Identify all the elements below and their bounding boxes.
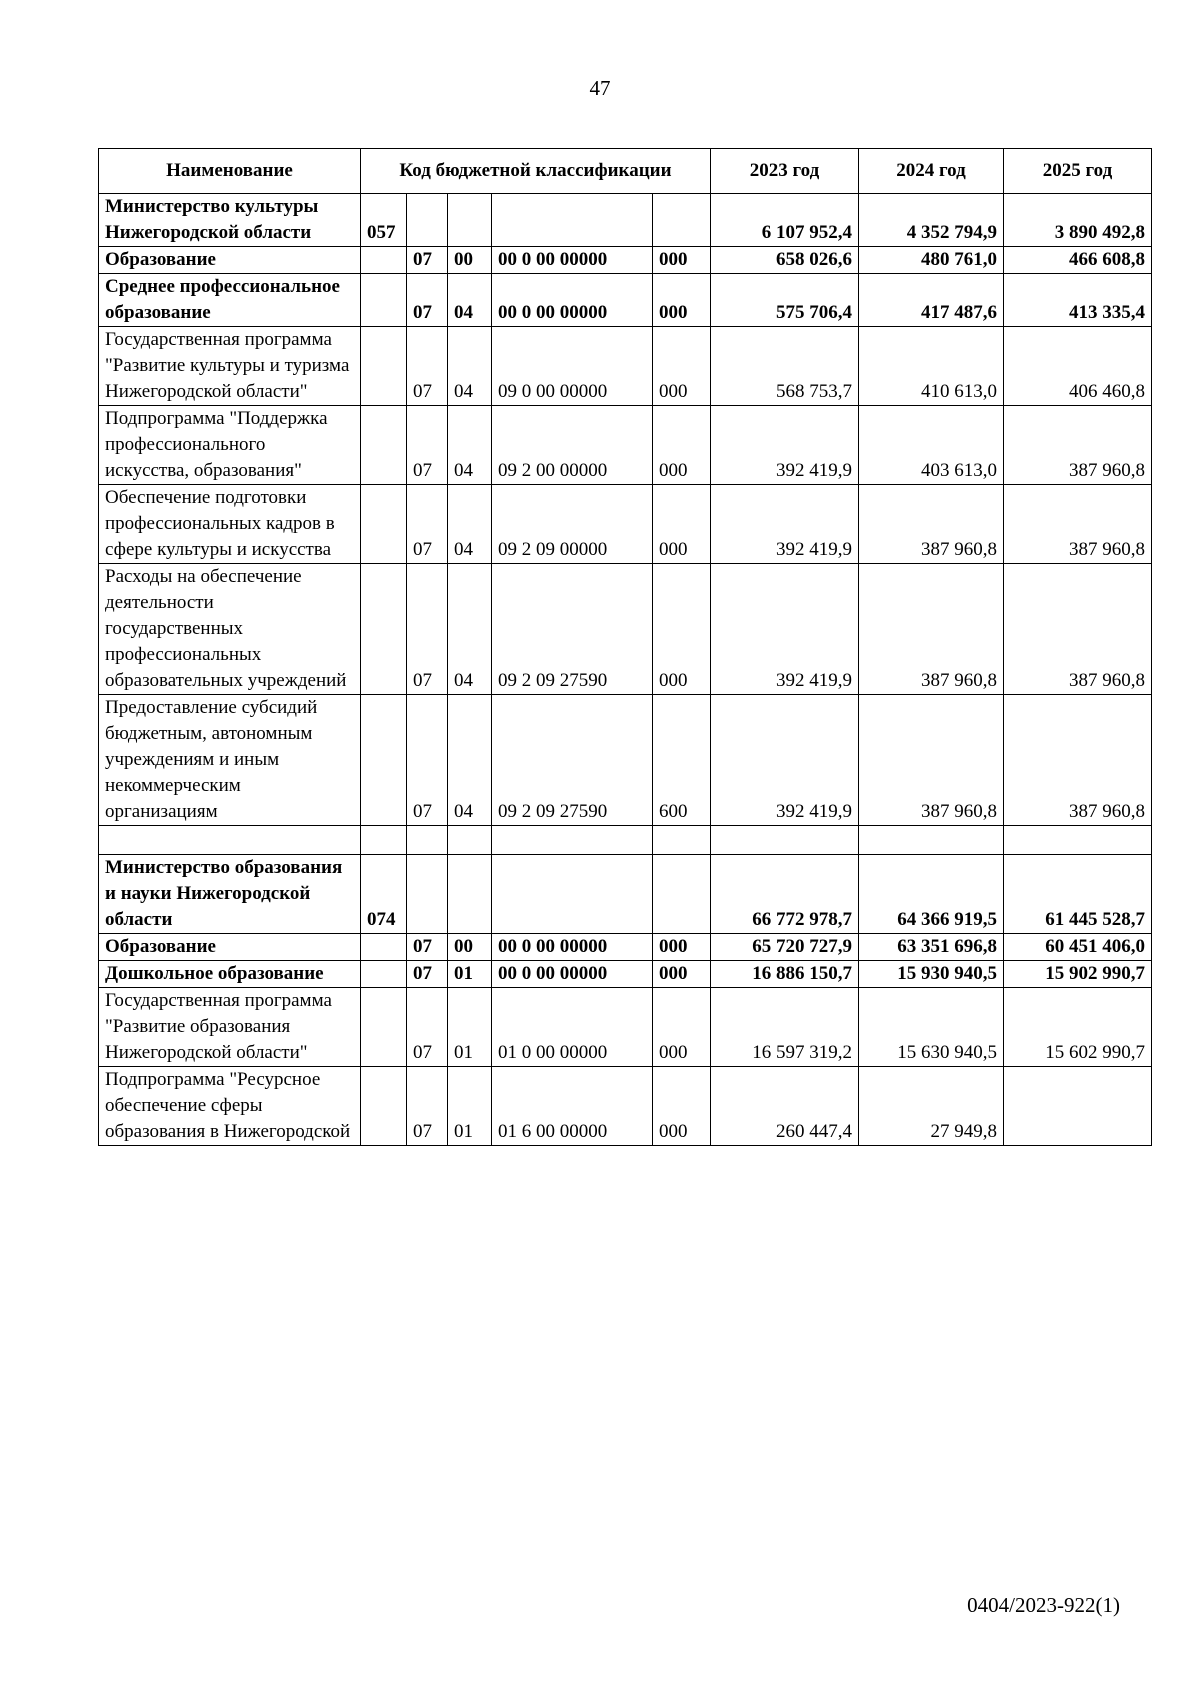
row-expense-type-code	[653, 194, 711, 247]
row-ministry-code	[361, 485, 407, 564]
row-section-code: 07	[407, 327, 448, 406]
row-name: Государственная программа "Развитие культуры и туризма Нижегородской области"	[99, 327, 361, 406]
row-name: Подпрограмма "Поддержка профессионального искусства, образования"	[99, 406, 361, 485]
table-row	[99, 564, 1152, 695]
row-value-2025: 387 960,8	[1004, 695, 1152, 826]
table-row	[99, 934, 1152, 961]
row-value-2024: 387 960,8	[859, 695, 1004, 826]
row-name: Образование	[99, 247, 361, 274]
row-target-code: 09 0 00 00000	[492, 327, 653, 406]
row-value-2023: 16 597 319,2	[711, 988, 859, 1067]
row-section-code: 07	[407, 961, 448, 988]
row-ministry-code	[361, 1067, 407, 1146]
row-target-code: 01 0 00 00000	[492, 988, 653, 1067]
row-expense-type-code: 000	[653, 327, 711, 406]
row-value-2023: 392 419,9	[711, 406, 859, 485]
row-name: Дошкольное образование	[99, 961, 361, 988]
row-value-2023: 568 753,7	[711, 327, 859, 406]
row-ministry-code	[361, 564, 407, 695]
header-name: Наименование	[99, 149, 361, 194]
header-2024: 2024 год	[859, 149, 1004, 194]
row-value-2025: 406 460,8	[1004, 327, 1152, 406]
row-target-code: 09 2 09 27590	[492, 564, 653, 695]
row-value-2023: 658 026,6	[711, 247, 859, 274]
row-value-2024: 403 613,0	[859, 406, 1004, 485]
row-name: Министерство образования и науки Нижегородской области	[99, 855, 361, 934]
spacer-row	[99, 826, 1152, 855]
table-row	[99, 327, 1152, 406]
budget-table	[98, 148, 1152, 1146]
table-row	[99, 485, 1152, 564]
row-subsection-code	[448, 855, 492, 934]
row-value-2024: 15 630 940,5	[859, 988, 1004, 1067]
row-value-2025: 387 960,8	[1004, 406, 1152, 485]
empty-cell	[99, 826, 361, 855]
row-name: Подпрограмма "Ресурсное обеспечение сферы образования в Нижегородской	[99, 1067, 361, 1146]
row-target-code: 00 0 00 00000	[492, 274, 653, 327]
row-value-2024: 387 960,8	[859, 485, 1004, 564]
row-target-code: 01 6 00 00000	[492, 1067, 653, 1146]
row-ministry-code	[361, 934, 407, 961]
row-name: Министерство культуры Нижегородской области	[99, 194, 361, 247]
empty-cell	[361, 826, 407, 855]
row-value-2025: 387 960,8	[1004, 564, 1152, 695]
row-value-2024: 15 930 940,5	[859, 961, 1004, 988]
row-ministry-code	[361, 406, 407, 485]
row-ministry-code	[361, 695, 407, 826]
row-subsection-code: 00	[448, 934, 492, 961]
row-expense-type-code: 000	[653, 406, 711, 485]
row-value-2024: 27 949,8	[859, 1067, 1004, 1146]
row-ministry-code	[361, 961, 407, 988]
table-row	[99, 406, 1152, 485]
row-subsection-code	[448, 194, 492, 247]
row-name: Государственная программа "Развитие образования Нижегородской области"	[99, 988, 361, 1067]
row-subsection-code: 00	[448, 247, 492, 274]
row-target-code: 00 0 00 00000	[492, 934, 653, 961]
row-expense-type-code: 600	[653, 695, 711, 826]
row-value-2023: 575 706,4	[711, 274, 859, 327]
row-value-2023: 65 720 727,9	[711, 934, 859, 961]
row-name: Расходы на обеспечение деятельности государственных профессиональных образовательных учреждений	[99, 564, 361, 695]
row-expense-type-code	[653, 855, 711, 934]
row-name: Образование	[99, 934, 361, 961]
row-subsection-code: 04	[448, 406, 492, 485]
row-value-2023: 260 447,4	[711, 1067, 859, 1146]
row-ministry-code	[361, 247, 407, 274]
row-name: Обеспечение подготовки профессиональных кадров в сфере культуры и искусства	[99, 485, 361, 564]
row-value-2023: 66 772 978,7	[711, 855, 859, 934]
row-value-2023: 392 419,9	[711, 485, 859, 564]
row-section-code: 07	[407, 406, 448, 485]
row-value-2024: 480 761,0	[859, 247, 1004, 274]
row-section-code: 07	[407, 988, 448, 1067]
row-ministry-code: 074	[361, 855, 407, 934]
row-value-2023: 392 419,9	[711, 564, 859, 695]
row-target-code: 09 2 00 00000	[492, 406, 653, 485]
header-2025: 2025 год	[1004, 149, 1152, 194]
row-subsection-code: 04	[448, 327, 492, 406]
row-value-2024: 64 366 919,5	[859, 855, 1004, 934]
header-2023: 2023 год	[711, 149, 859, 194]
row-section-code: 07	[407, 485, 448, 564]
row-expense-type-code: 000	[653, 934, 711, 961]
row-section-code	[407, 855, 448, 934]
row-value-2025: 387 960,8	[1004, 485, 1152, 564]
row-section-code	[407, 194, 448, 247]
empty-cell	[653, 826, 711, 855]
table-row	[99, 194, 1152, 247]
row-value-2024: 387 960,8	[859, 564, 1004, 695]
row-value-2024: 417 487,6	[859, 274, 1004, 327]
table-row	[99, 855, 1152, 934]
row-value-2023: 392 419,9	[711, 695, 859, 826]
empty-cell	[448, 826, 492, 855]
table-body	[99, 194, 1152, 1146]
table-row	[99, 247, 1152, 274]
row-target-code: 00 0 00 00000	[492, 961, 653, 988]
row-subsection-code: 01	[448, 1067, 492, 1146]
empty-cell	[711, 826, 859, 855]
row-section-code: 07	[407, 274, 448, 327]
row-value-2025: 413 335,4	[1004, 274, 1152, 327]
row-ministry-code	[361, 274, 407, 327]
row-target-code: 09 2 09 00000	[492, 485, 653, 564]
row-expense-type-code: 000	[653, 961, 711, 988]
row-value-2025: 466 608,8	[1004, 247, 1152, 274]
row-value-2025: 61 445 528,7	[1004, 855, 1152, 934]
row-subsection-code: 04	[448, 485, 492, 564]
row-subsection-code: 01	[448, 961, 492, 988]
row-expense-type-code: 000	[653, 1067, 711, 1146]
row-value-2023: 16 886 150,7	[711, 961, 859, 988]
row-value-2024: 63 351 696,8	[859, 934, 1004, 961]
row-subsection-code: 04	[448, 564, 492, 695]
row-target-code: 09 2 09 27590	[492, 695, 653, 826]
row-value-2023: 6 107 952,4	[711, 194, 859, 247]
document-id: 0404/2023-922(1)	[967, 1593, 1120, 1617]
row-expense-type-code: 000	[653, 247, 711, 274]
table-row	[99, 695, 1152, 826]
row-section-code: 07	[407, 247, 448, 274]
row-section-code: 07	[407, 564, 448, 695]
row-subsection-code: 04	[448, 695, 492, 826]
row-target-code	[492, 194, 653, 247]
row-value-2025: 15 902 990,7	[1004, 961, 1152, 988]
row-target-code: 00 0 00 00000	[492, 247, 653, 274]
row-value-2025: 60 451 406,0	[1004, 934, 1152, 961]
empty-cell	[1004, 826, 1152, 855]
row-ministry-code: 057	[361, 194, 407, 247]
empty-cell	[492, 826, 653, 855]
table-row	[99, 1067, 1152, 1146]
row-value-2025: 15 602 990,7	[1004, 988, 1152, 1067]
table-row	[99, 961, 1152, 988]
table-header-row	[99, 149, 1152, 194]
row-name: Предоставление субсидий бюджетным, автономным учреждениям и иным некоммерческим организациям	[99, 695, 361, 826]
row-value-2024: 4 352 794,9	[859, 194, 1004, 247]
row-subsection-code: 04	[448, 274, 492, 327]
row-value-2025: 3 890 492,8	[1004, 194, 1152, 247]
row-target-code	[492, 855, 653, 934]
row-expense-type-code: 000	[653, 564, 711, 695]
row-section-code: 07	[407, 1067, 448, 1146]
row-subsection-code: 01	[448, 988, 492, 1067]
row-expense-type-code: 000	[653, 485, 711, 564]
table-row	[99, 988, 1152, 1067]
row-value-2025	[1004, 1067, 1152, 1146]
page-number: 47	[589, 76, 611, 100]
row-ministry-code	[361, 988, 407, 1067]
row-expense-type-code: 000	[653, 988, 711, 1067]
row-value-2024: 410 613,0	[859, 327, 1004, 406]
row-section-code: 07	[407, 695, 448, 826]
header-code: Код бюджетной классификации	[361, 149, 711, 194]
row-ministry-code	[361, 327, 407, 406]
row-expense-type-code: 000	[653, 274, 711, 327]
table-row	[99, 274, 1152, 327]
empty-cell	[407, 826, 448, 855]
empty-cell	[859, 826, 1004, 855]
row-name: Среднее профессиональное образование	[99, 274, 361, 327]
row-section-code: 07	[407, 934, 448, 961]
